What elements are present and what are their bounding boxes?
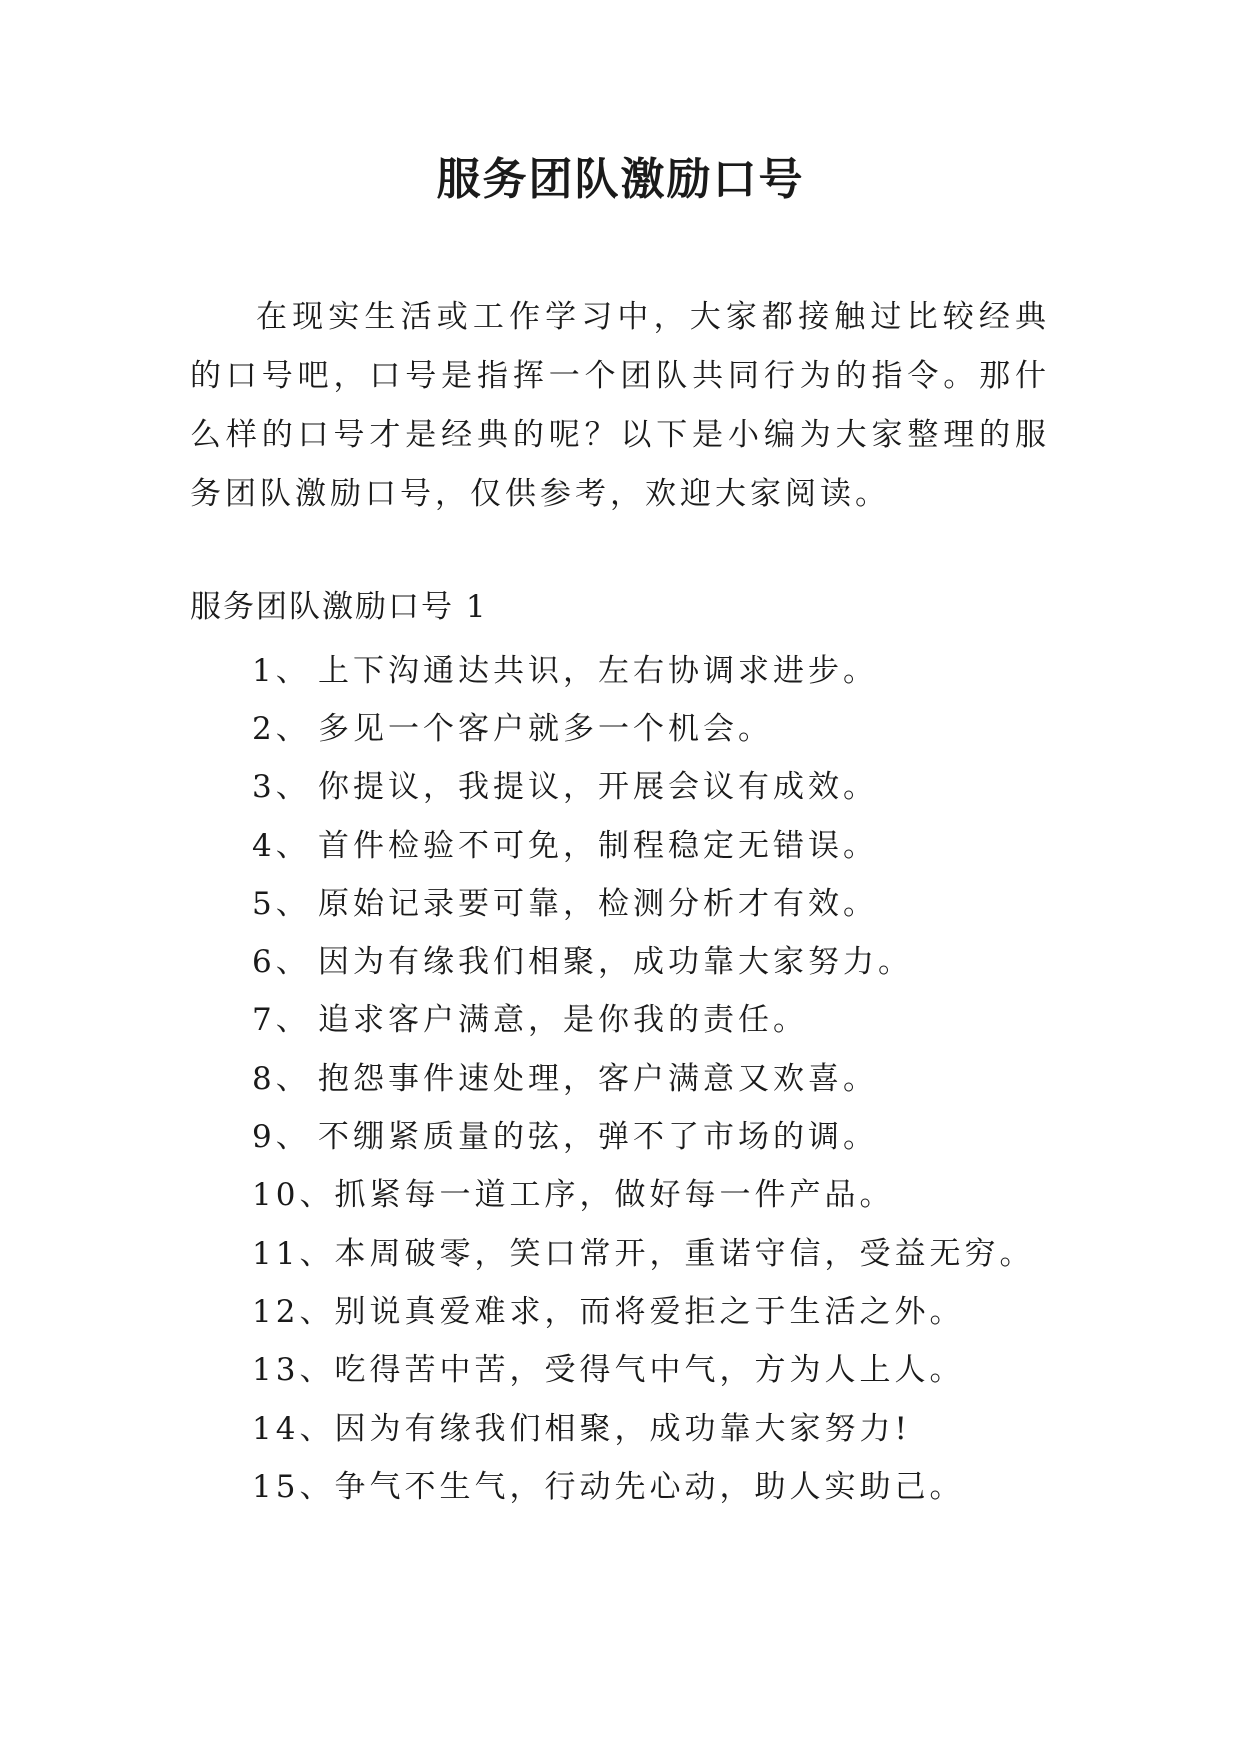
- slogan-number: 9、: [252, 1119, 311, 1156]
- slogan-item: [252, 1163, 1034, 1221]
- slogan-number: 14、: [252, 1410, 335, 1447]
- slogan-text: 原始记录要可靠，检测分析才有效。: [318, 885, 878, 922]
- slogan-text: 抱怨事件速处理，客户满意又欢喜。: [318, 1060, 878, 1097]
- slogan-text: 你提议，我提议，开展会议有成效。: [318, 769, 878, 806]
- slogan-list: [252, 638, 1034, 1512]
- slogan-number: 1、: [252, 652, 311, 689]
- slogan-number: 6、: [252, 944, 311, 981]
- slogan-item: [252, 1046, 1034, 1104]
- slogan-item: [252, 1454, 1034, 1512]
- slogan-item: [252, 813, 1034, 871]
- slogan-item: [252, 929, 1034, 987]
- slogan-item: [252, 755, 1034, 813]
- slogan-number: 4、: [252, 827, 311, 864]
- slogan-number: 7、: [252, 1002, 311, 1039]
- slogan-text: 争气不生气，行动先心动，助人实助己。: [334, 1468, 965, 1505]
- slogan-text: 多见一个客户就多一个机会。: [318, 710, 773, 747]
- slogan-number: 15、: [252, 1468, 335, 1505]
- slogan-text: 上下沟通达共识，左右协调求进步。: [318, 652, 878, 689]
- slogan-item: [252, 1396, 1034, 1454]
- slogan-text: 吃得苦中苦，受得气中气，方为人上人。: [334, 1352, 965, 1389]
- slogan-number: 8、: [252, 1060, 311, 1097]
- slogan-text: 抓紧每一道工序，做好每一件产品。: [334, 1177, 895, 1214]
- slogan-item: [252, 1338, 1034, 1396]
- slogan-number: 10、: [252, 1177, 335, 1214]
- slogan-text: 首件检验不可免，制程稳定无错误。: [318, 827, 878, 864]
- slogan-number: 11、: [252, 1235, 335, 1272]
- section-heading: 服务团队激励口号 1: [190, 589, 488, 625]
- slogan-item: [252, 696, 1034, 754]
- slogan-item: [252, 988, 1034, 1046]
- slogan-text: 别说真爱难求，而将爱拒之于生活之外。: [334, 1293, 965, 1330]
- slogan-number: 12、: [252, 1293, 335, 1330]
- slogan-number: 5、: [252, 885, 311, 922]
- document-title: 服务团队激励口号: [436, 154, 805, 205]
- slogan-item: [252, 1221, 1034, 1279]
- slogan-text: 追求客户满意，是你我的责任。: [318, 1002, 808, 1039]
- slogan-item: [252, 638, 1034, 696]
- slogan-text: 因为有缘我们相聚，成功靠大家努力。: [318, 944, 913, 981]
- slogan-number: 3、: [252, 769, 311, 806]
- slogan-item: [252, 1104, 1034, 1162]
- slogan-item: [252, 871, 1034, 929]
- slogan-text: 本周破零，笑口常开，重诺守信，受益无穷。: [334, 1235, 1035, 1272]
- slogan-number: 13、: [252, 1352, 335, 1389]
- intro-paragraph: 在现实生活或工作学习中，大家都接触过比较经典的口号吧，口号是指挥一个团队共同行为的指令。那什么样的口号才是经典的呢？以下是小编为大家整理的服务团队激励口号，仅供参考，欢迎大家阅读。: [190, 299, 1050, 512]
- slogan-text: 因为有缘我们相聚，成功靠大家努力!: [334, 1410, 911, 1447]
- slogan-number: 2、: [252, 710, 311, 747]
- slogan-text: 不绷紧质量的弦，弹不了市场的调。: [318, 1119, 878, 1156]
- slogan-item: [252, 1279, 1034, 1337]
